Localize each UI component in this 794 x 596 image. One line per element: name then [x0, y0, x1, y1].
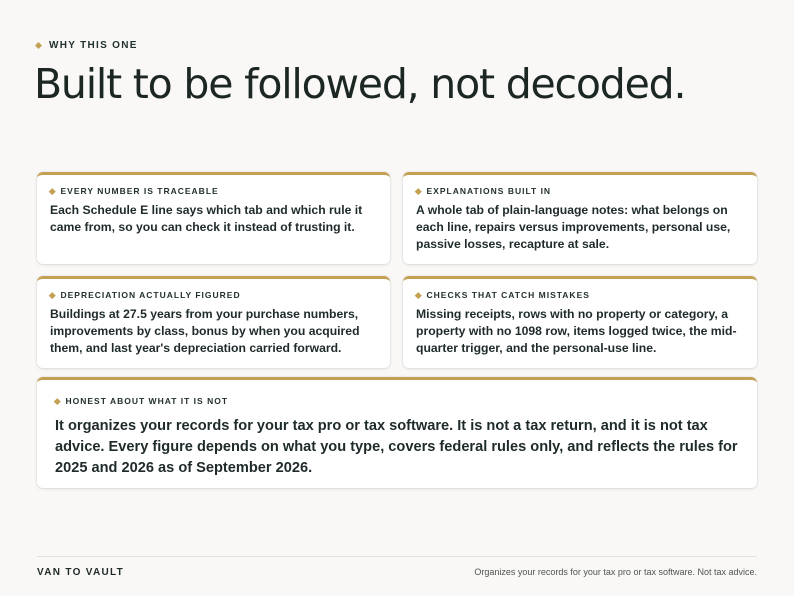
disclaimer-card	[37, 377, 757, 488]
card-label-text: EXPLANATIONS BUILT IN	[426, 186, 552, 196]
diamond-icon	[415, 292, 421, 298]
card-body: Each Schedule E line says which tab and which rule it came from, so you can check it instead of trusting it.	[50, 203, 363, 234]
diamond-icon	[54, 398, 60, 404]
diamond-icon	[35, 42, 42, 49]
diamond-icon	[49, 188, 55, 194]
card-body: Missing receipts, rows with no property or category, a property with no 1098 row, items logged twice, the mid-quarter trigger, and the personal-use line.	[416, 307, 737, 355]
page-title: Built to be followed, not decoded.	[34, 60, 686, 108]
diamond-icon	[415, 188, 421, 194]
footer-divider	[37, 556, 757, 557]
card-label-text: HONEST ABOUT WHAT IT IS NOT	[65, 396, 229, 406]
feature-card-depreciation	[37, 276, 390, 368]
card-label-text: CHECKS THAT CATCH MISTAKES	[426, 290, 590, 300]
footer-note: Organizes your records for your tax pro or tax software. Not tax advice.	[474, 567, 757, 577]
diamond-icon	[49, 292, 55, 298]
feature-card-checks	[403, 276, 757, 368]
footer-brand: VAN TO VAULT	[37, 567, 125, 578]
feature-card-explanations	[403, 172, 757, 264]
card-label-text: DEPRECIATION ACTUALLY FIGURED	[60, 290, 241, 300]
card-label	[50, 186, 377, 196]
card-label	[416, 290, 744, 300]
eyebrow-label: WHY THIS ONE	[49, 40, 138, 51]
eyebrow	[36, 40, 138, 51]
card-label	[55, 396, 739, 406]
card-label	[50, 290, 377, 300]
feature-card-traceable	[37, 172, 390, 264]
card-label	[416, 186, 744, 196]
card-body: Buildings at 27.5 years from your purchase numbers, improvements by class, bonus by when you acquired them, and last year's depreciation carried forward.	[50, 307, 360, 355]
card-label-text: EVERY NUMBER IS TRACEABLE	[60, 186, 219, 196]
card-body: It organizes your records for your tax pro or tax software. It is not a tax return, and it is not tax advice. Every figure depends on what you type, covers federal rules only, and reflects the rules for 2025 and 2026 as of September 2026.	[55, 418, 738, 476]
card-body: A whole tab of plain-language notes: what belongs on each line, repairs versus improvements, personal use, passive losses, recapture at sale.	[416, 203, 731, 251]
